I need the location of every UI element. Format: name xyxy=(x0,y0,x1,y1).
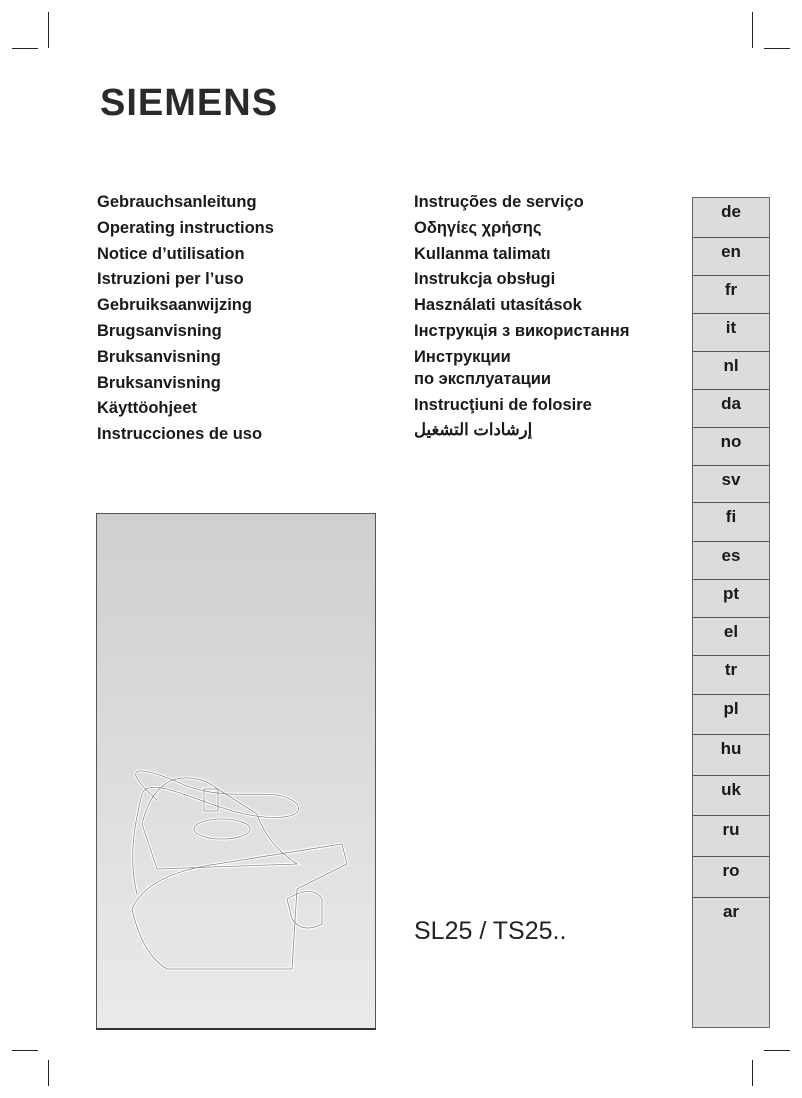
lang-tab-ro[interactable]: ro xyxy=(693,857,769,898)
title-es: Instrucciones de uso xyxy=(97,425,263,444)
crop-mark xyxy=(764,1050,790,1051)
lang-tab-da[interactable]: da xyxy=(693,390,769,428)
crop-mark xyxy=(752,12,753,48)
title-no: Bruksanvisning xyxy=(97,347,221,366)
lang-tab-es[interactable]: es xyxy=(693,542,769,580)
title-uk: Інструкція з використання xyxy=(414,321,630,340)
lang-tab-en[interactable]: en xyxy=(693,238,769,276)
title-it: Istruzioni per l’uso xyxy=(97,270,244,289)
title-pl: Instrukcja obsługi xyxy=(414,270,556,289)
lang-tab-nl[interactable]: nl xyxy=(693,352,769,390)
title-sv: Bruksanvisning xyxy=(97,373,221,392)
lang-tab-uk[interactable]: uk xyxy=(693,776,769,816)
title-de: Gebrauchsanleitung xyxy=(97,193,257,211)
title-ru-2: по эксплуатации xyxy=(414,369,552,388)
lang-tab-it[interactable]: it xyxy=(693,314,769,352)
crop-mark xyxy=(48,1060,49,1086)
lang-tab-no[interactable]: no xyxy=(693,428,769,466)
lang-tab-tr[interactable]: tr xyxy=(693,656,769,695)
titles-left xyxy=(97,192,274,450)
lang-tab-fr[interactable]: fr xyxy=(693,276,769,314)
title-el: Οδηγίες χρήσης xyxy=(414,218,542,237)
crop-mark xyxy=(48,12,49,48)
title-hu: Használati utasítások xyxy=(414,296,582,315)
lang-tab-de[interactable]: de xyxy=(693,198,769,238)
lang-tab-sv[interactable]: sv xyxy=(693,466,769,503)
steam-iron-icon xyxy=(97,514,375,1028)
title-ru-1: Инструкции xyxy=(414,347,511,366)
lang-tab-fi[interactable]: fi xyxy=(693,503,769,542)
title-fi: Käyttöohjeet xyxy=(97,399,197,418)
crop-mark xyxy=(764,48,790,49)
lang-tab-hu[interactable]: hu xyxy=(693,735,769,776)
titles-right xyxy=(414,192,629,446)
crop-mark xyxy=(12,1050,38,1051)
brand-logo: SIEMENS xyxy=(100,82,279,124)
crop-mark xyxy=(12,48,38,49)
lang-tab-ru[interactable]: ru xyxy=(693,816,769,857)
model-number: SL25 / TS25.. xyxy=(414,917,567,945)
lang-tab-ar[interactable]: ar xyxy=(722,902,740,921)
lang-tab-el[interactable]: el xyxy=(693,618,769,656)
language-index xyxy=(692,197,770,1028)
crop-mark xyxy=(752,1060,753,1086)
title-nl: Gebruiksaanwijzing xyxy=(97,296,252,315)
title-ro: Instrucţiuni de folosire xyxy=(414,395,592,414)
title-tr: Kullanma talimatı xyxy=(414,244,551,263)
product-illustration xyxy=(96,513,376,1030)
title-ar: إرشادات التشغيل xyxy=(414,421,533,440)
lang-tab-pl[interactable]: pl xyxy=(693,695,769,735)
title-en: Operating instructions xyxy=(97,218,274,237)
title-da: Brugsanvisning xyxy=(97,321,222,340)
lang-tab-pt[interactable]: pt xyxy=(693,580,769,618)
title-pt: Instruções de serviço xyxy=(414,193,584,211)
title-fr: Notice d’utilisation xyxy=(97,244,245,263)
